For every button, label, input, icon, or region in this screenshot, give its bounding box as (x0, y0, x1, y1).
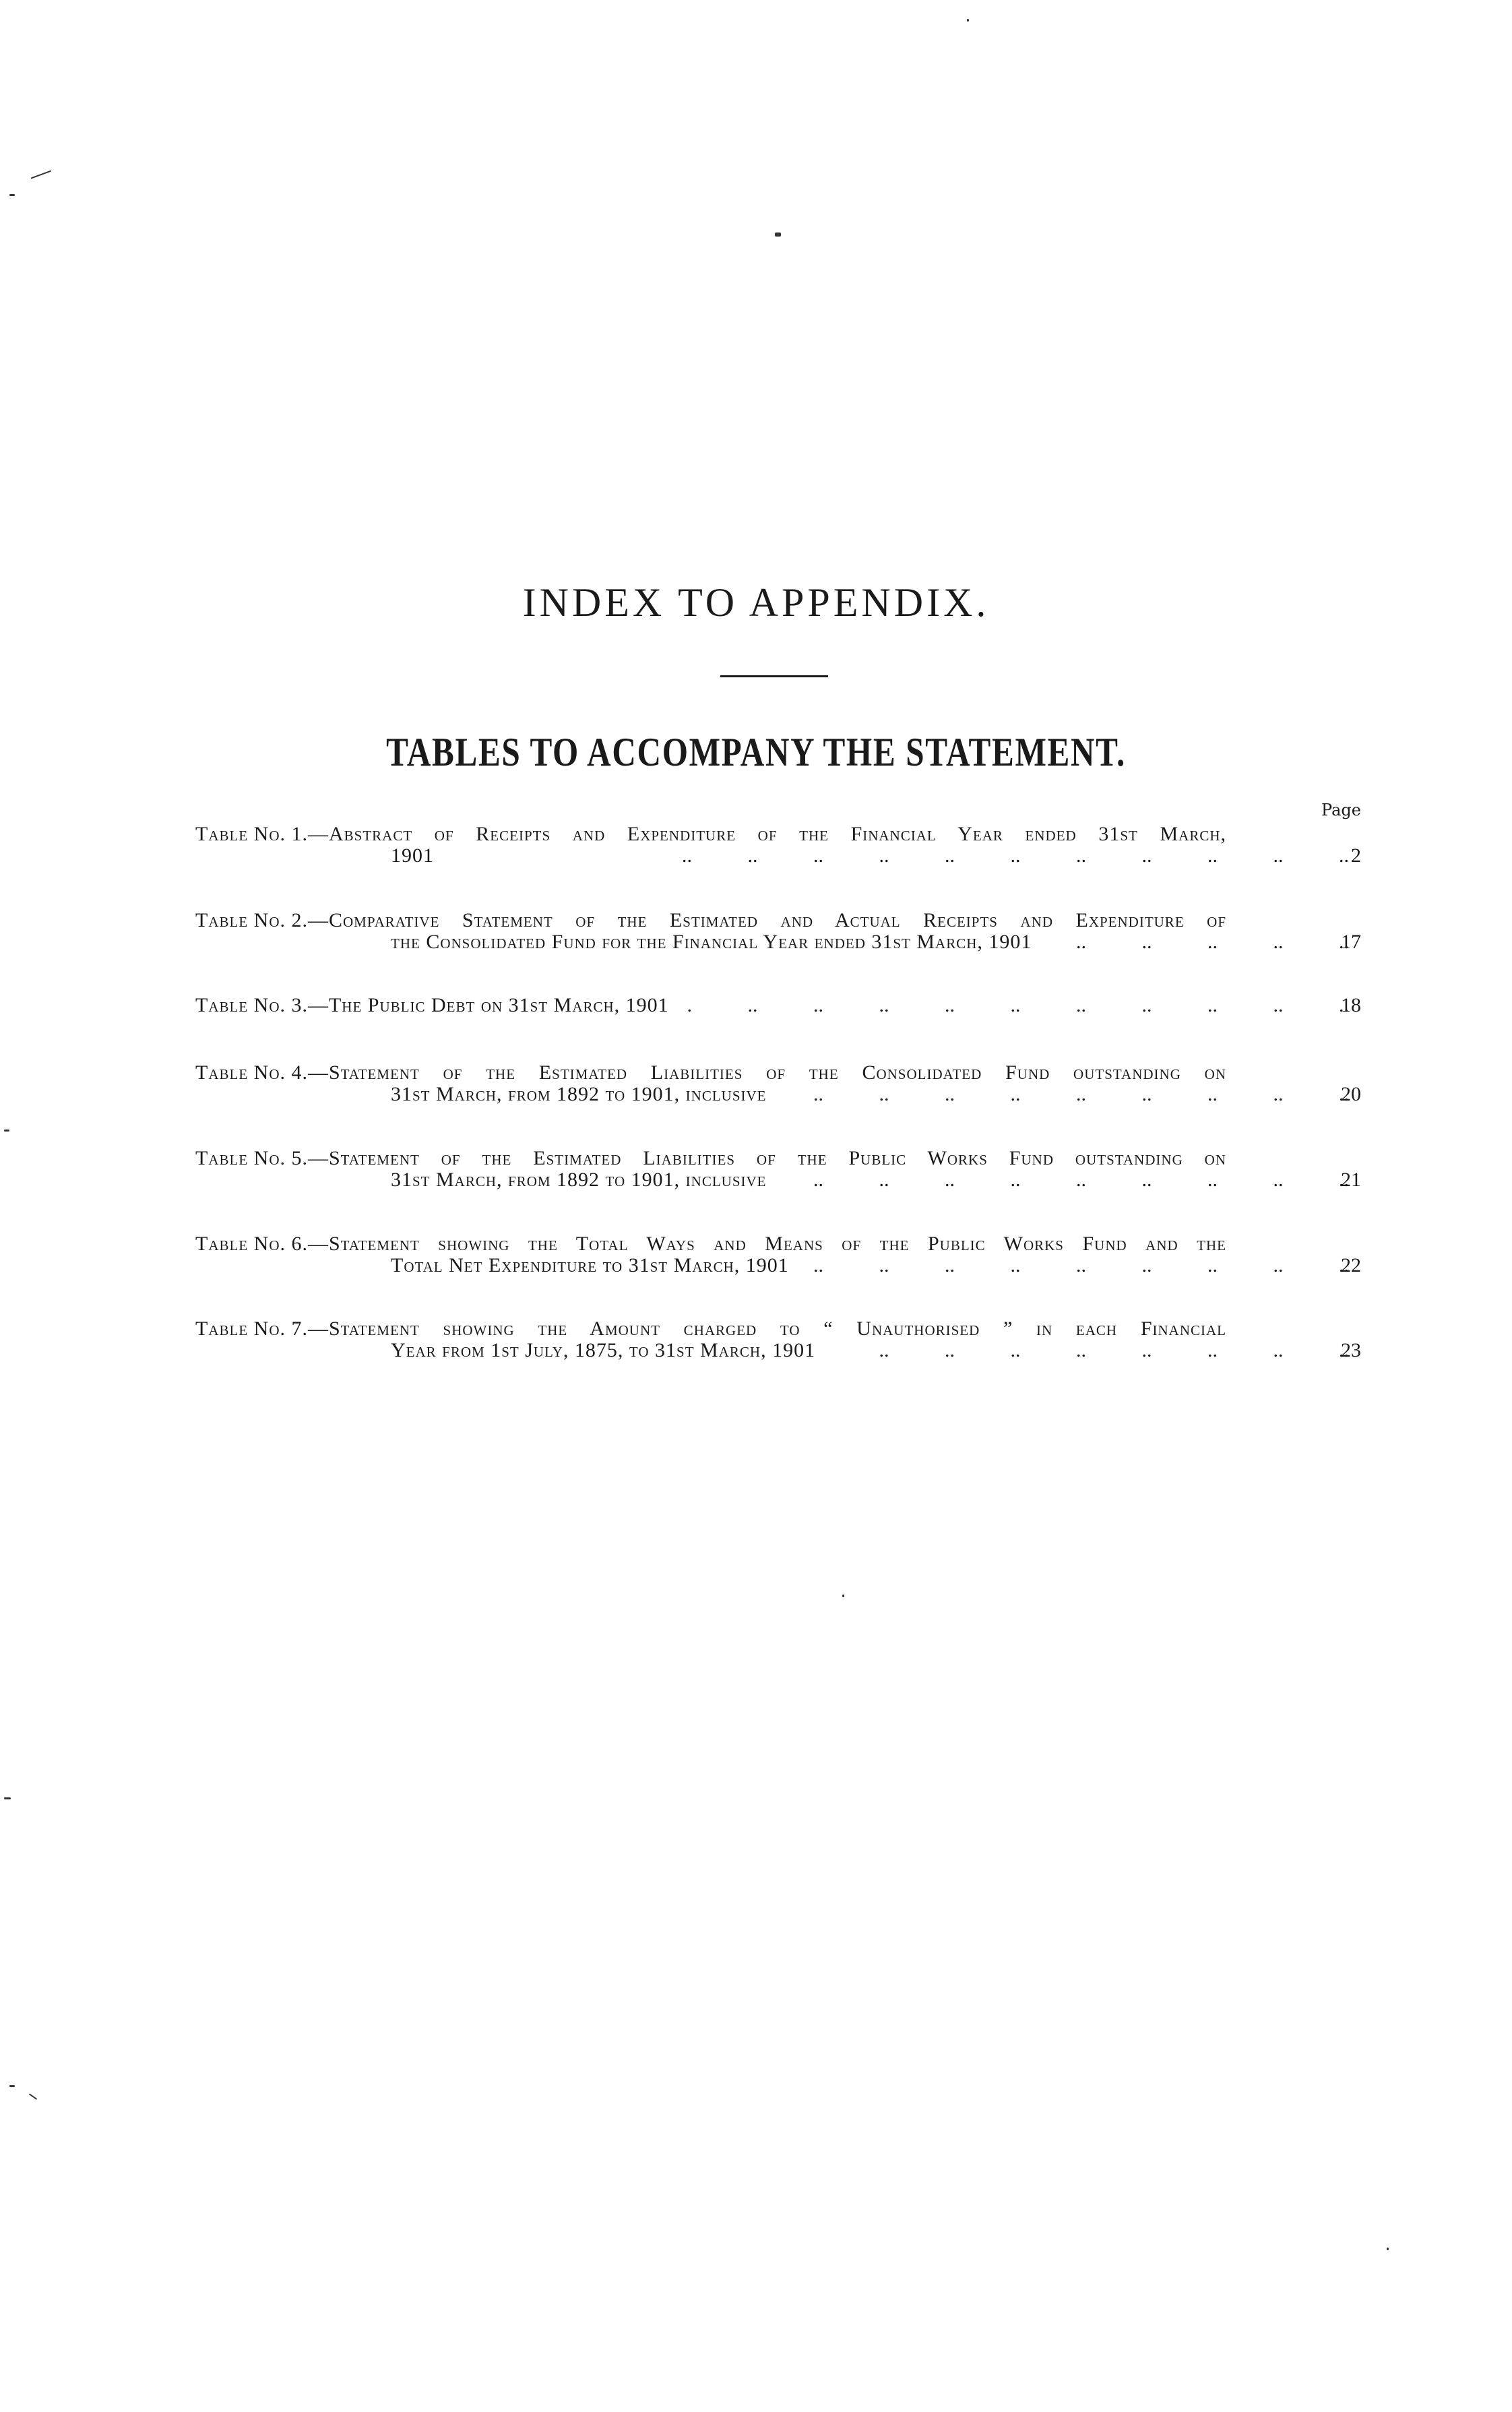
table-description-continued: 1901 (391, 844, 434, 867)
table-description-continued: 31st March, from 1892 to 1901, inclusive (391, 1083, 767, 1105)
table-number: Table No. 5. (195, 1147, 308, 1169)
page-number: 17 (1341, 931, 1361, 953)
table-description: —Statement of the Estimated Liabilities of the Public Works Fund outstanding on (307, 1147, 1226, 1169)
page-column-label: Page (1321, 801, 1361, 820)
table-number: Table No. 2. (195, 909, 308, 931)
dot-leaders (453, 845, 1349, 867)
table-description: —Statement showing the Amount charged to “ Unauthorised ” in each Financial (307, 1318, 1226, 1340)
page-number: 21 (1341, 1169, 1361, 1191)
index-entry-table-3 (195, 995, 1361, 1016)
page-number: 2 (1351, 844, 1361, 867)
index-entry-table-7 (195, 1318, 1361, 1361)
table-number: Table No. 3. (195, 994, 308, 1016)
dot-leaders (834, 1340, 1349, 1361)
page-number: 20 (1341, 1083, 1361, 1105)
index-entry-table-4 (195, 1062, 1361, 1105)
table-description-continued: the Consolidated Fund for the Financial Year ended 31st March, 1901 (391, 931, 1032, 953)
table-description-continued: 31st March, from 1892 to 1901, inclusive (391, 1169, 767, 1191)
dot-leaders (786, 1169, 1350, 1191)
scan-speck (1387, 2248, 1389, 2250)
table-description: —Abstract of Receipts and Expenditure of the Financial Year ended 31st March, (307, 823, 1226, 845)
dot-leaders (688, 995, 1349, 1016)
page-number: 23 (1341, 1339, 1361, 1361)
scan-speck (4, 1797, 11, 1799)
index-title: INDEX TO APPENDIX. (522, 580, 990, 625)
table-number: Table No. 1. (195, 823, 308, 845)
table-number: Table No. 4. (195, 1061, 308, 1084)
tables-subtitle: TABLES TO ACCOMPANY THE STATEMENT. (386, 730, 1126, 774)
page-number: 22 (1341, 1254, 1361, 1276)
scan-speck (775, 233, 781, 237)
dot-leaders (786, 1084, 1350, 1105)
table-number: Table No. 6. (195, 1233, 308, 1255)
table-description: —Statement showing the Total Ways and Means of the Public Works Fund and the (307, 1233, 1226, 1255)
scan-speck (31, 171, 52, 179)
scan-speck (9, 194, 15, 196)
table-number: Table No. 7. (195, 1318, 308, 1340)
table-description: —Statement of the Estimated Liabilities of the Consolidated Fund outstanding on (307, 1061, 1226, 1084)
scan-speck (842, 1595, 844, 1597)
dot-leaders (1050, 931, 1349, 953)
index-entry-table-5 (195, 1148, 1361, 1191)
scan-speck (29, 2093, 38, 2100)
scan-speck (9, 2085, 15, 2087)
index-entry-table-2 (195, 910, 1361, 953)
index-entry-table-6 (195, 1233, 1361, 1276)
table-description-continued: Total Net Expenditure to 31st March, 1901 (391, 1254, 789, 1276)
table-description: —The Public Debt on 31st March, 1901 (307, 994, 669, 1016)
table-description: —Comparative Statement of the Estimated and Actual Receipts and Expenditure of (307, 909, 1226, 931)
table-description-continued: Year from 1st July, 1875, to 31st March, 1901 (391, 1339, 816, 1361)
index-entry-table-1 (195, 824, 1361, 867)
title-divider-rule (720, 675, 828, 677)
page-number: 18 (1341, 994, 1361, 1016)
scan-speck (4, 1130, 9, 1132)
scan-speck (967, 19, 969, 22)
dot-leaders (808, 1255, 1349, 1276)
